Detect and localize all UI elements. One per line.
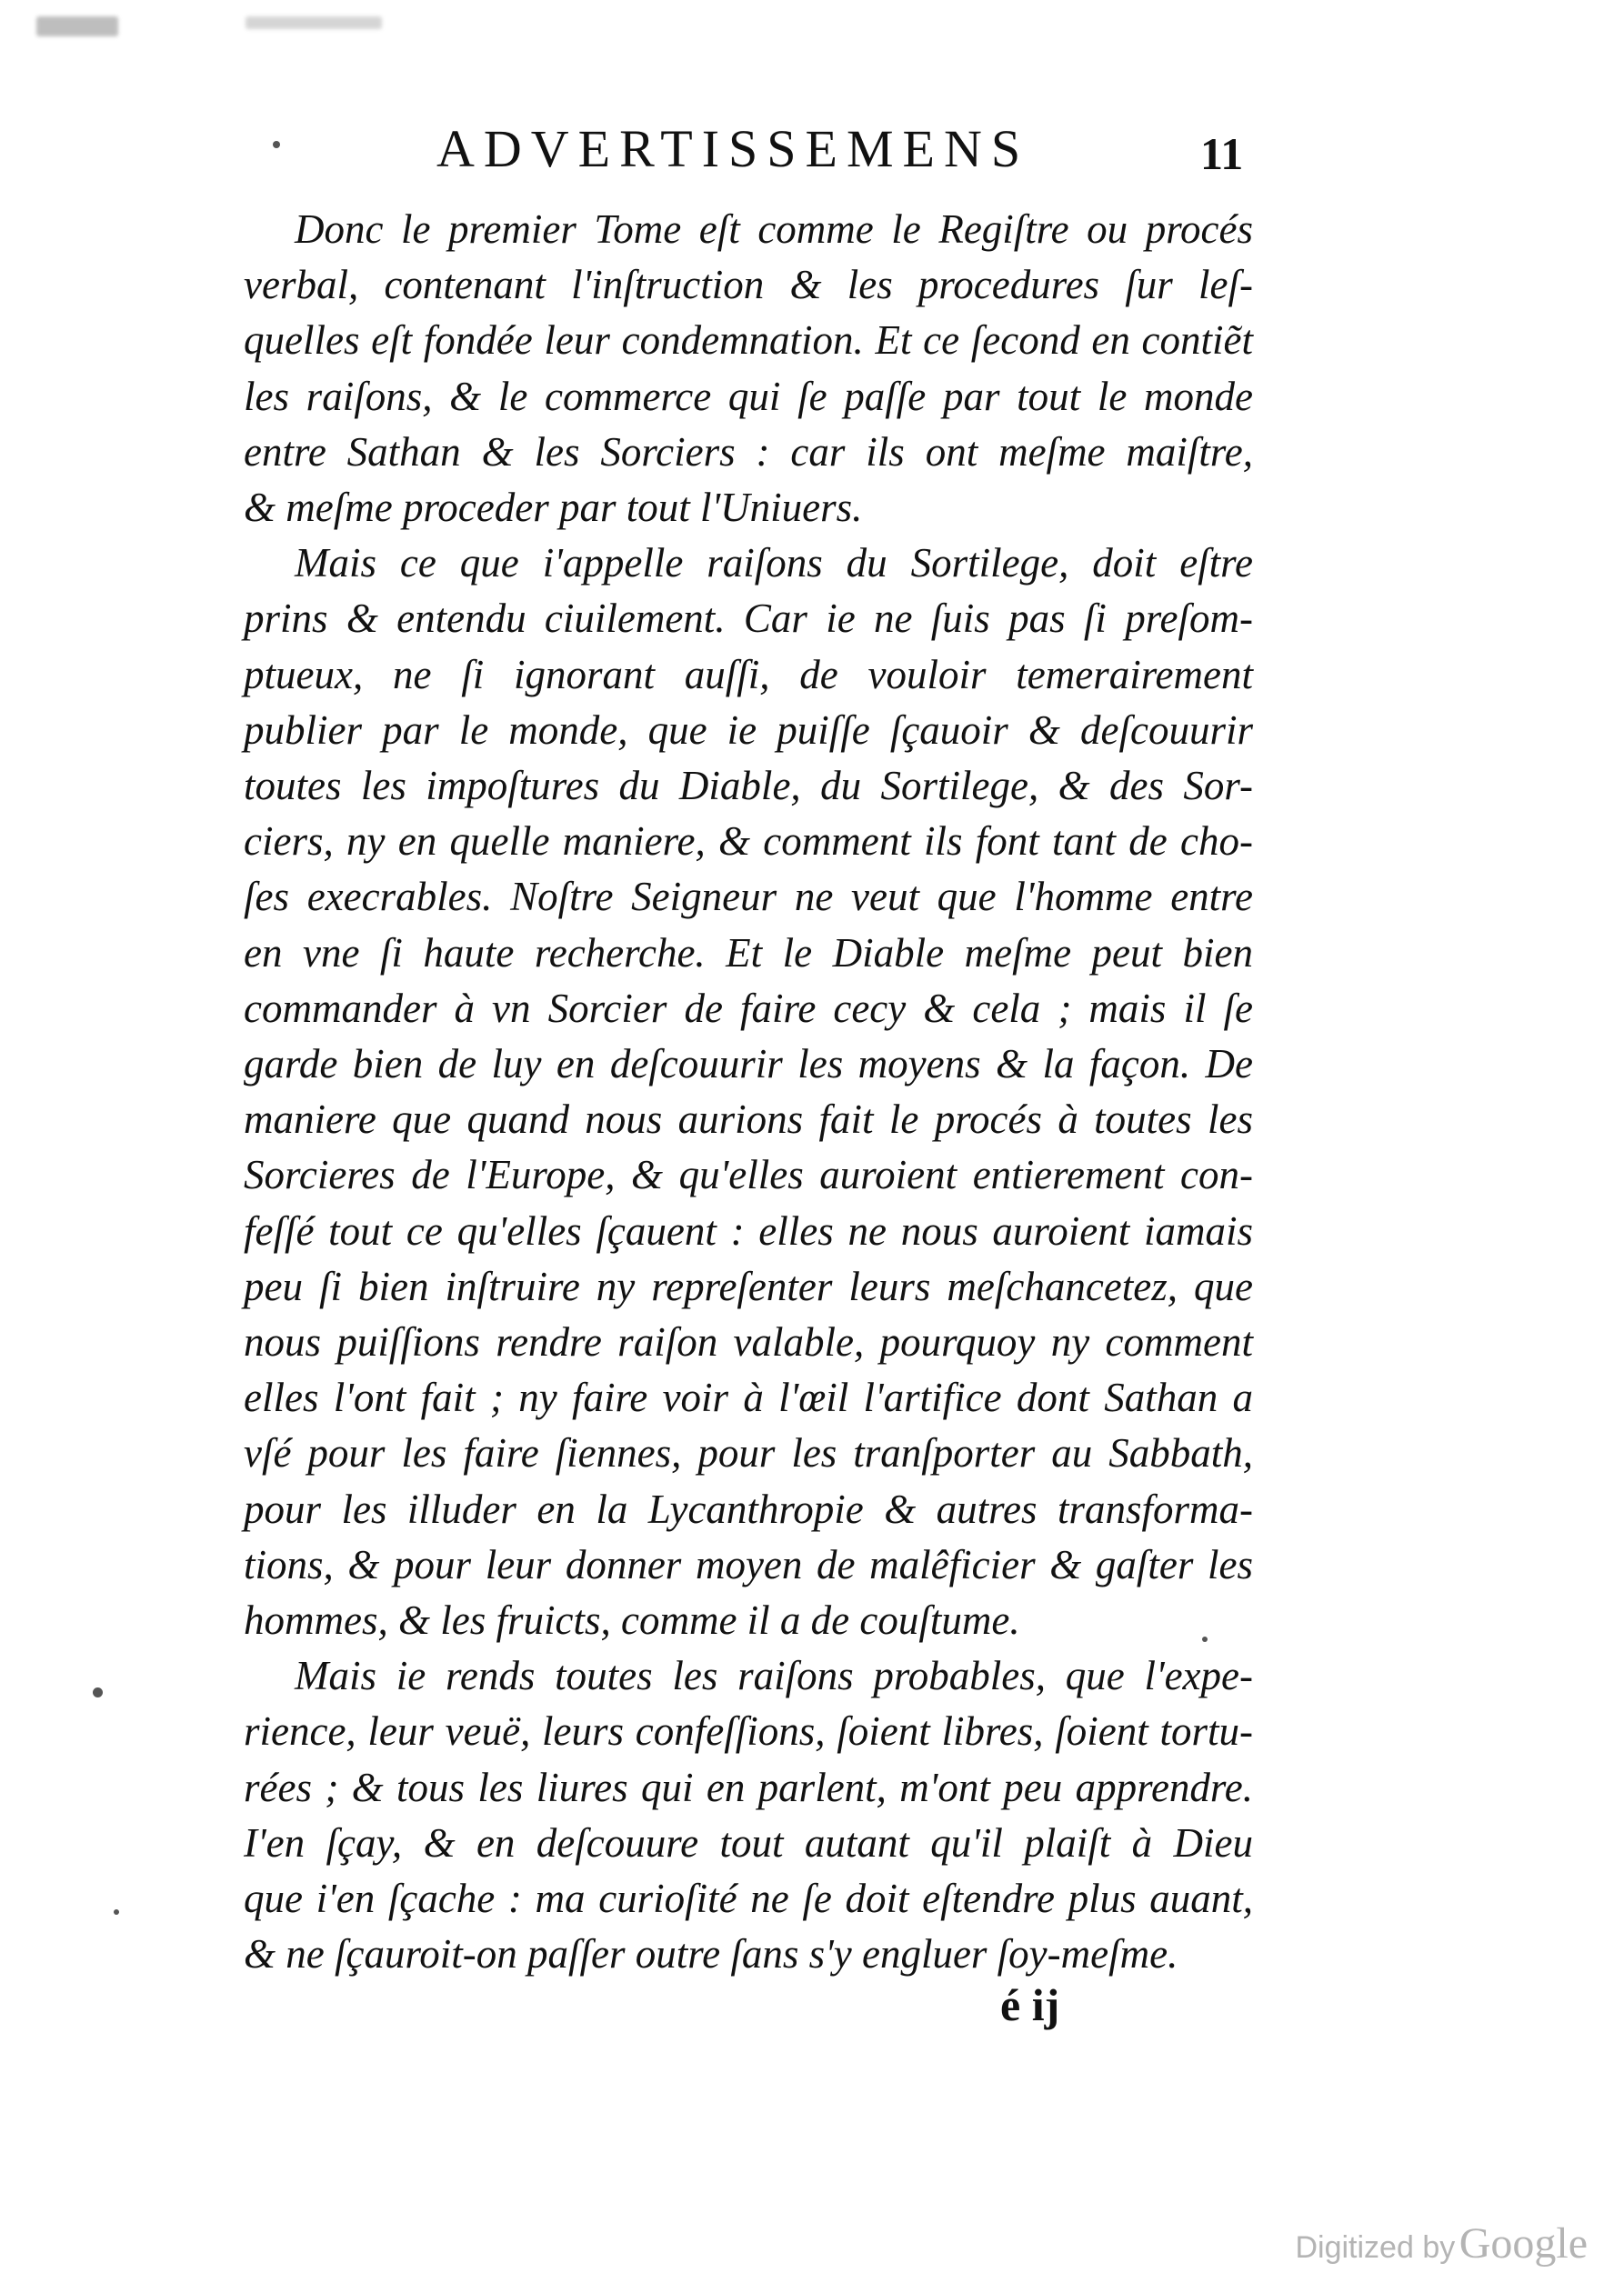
text-line: rées ; & tous les liures qui en parlent, m'ont peu apprendre.: [244, 1764, 1253, 1810]
text-line: vſé pour les faire ſiennes, pour les tranſporter au Sabbath,: [244, 1430, 1253, 1477]
text-line: en vne ſi haute recherche. Et le Diable meſme peut bien: [244, 929, 1253, 976]
text-line: commander à vn Sorcier de faire cecy & cela ; mais il ſe: [244, 985, 1253, 1031]
text-line: & meſme proceder par tout l'Uniuers.: [244, 485, 863, 531]
text-line: toutes les impoſtures du Diable, du Sortilege, & des Sor-: [244, 763, 1253, 809]
page-number: 11: [1200, 128, 1244, 179]
text-line: rience, leur veuë, leurs confeſſions, ſoient libres, ſoient tortu-: [244, 1708, 1253, 1755]
text-line: verbal, contenant l'inſtruction & les procedures ſur leſ-: [244, 262, 1253, 308]
text-line: Mais ce que i'appelle raiſons du Sortilege, doit eſtre: [295, 540, 1253, 586]
text-line: Sorcieres de l'Europe, & qu'elles auroient entierement con-: [244, 1152, 1253, 1198]
scan-speck: [114, 1909, 119, 1915]
text-line: ptueux, ne ſi ignorant auſſi, de vouloir temerairement: [244, 651, 1253, 697]
text-line: & ne ſçauroit-on paſſer outre ſans s'y engluer ſoy-meſme.: [244, 1931, 1178, 1978]
digitized-watermark: [1295, 2218, 1588, 2268]
running-title: ADVERTISSEMENS: [436, 119, 1030, 178]
text-line: les raiſons, & le commerce qui ſe paſſe par tout le monde: [244, 373, 1253, 419]
text-line: I'en ſçay, & en deſcouure tout autant qu'il plaiſt à Dieu: [244, 1819, 1253, 1866]
text-line: ciers, ny en quelle maniere, & comment ils font tant de cho-: [244, 818, 1253, 865]
body-text: [244, 202, 1253, 1983]
watermark-prefix: Digitized by: [1295, 2230, 1456, 2265]
signature-mark: é ij: [1000, 1979, 1060, 2030]
text-line: elles l'ont fait ; ny faire voir à l'œil l'artifice dont Sathan a: [244, 1375, 1253, 1421]
text-line: publier par le monde, que ie puiſſe ſçauoir & deſcouurir: [244, 706, 1253, 753]
text-line: pour les illuder en la Lycanthropie & autres transforma-: [244, 1486, 1253, 1532]
watermark-brand: Google: [1459, 2219, 1588, 2268]
text-line: hommes, & les fruicts, comme il a de couſtume.: [244, 1597, 1020, 1644]
text-line: feſſé tout ce qu'elles ſçauent : elles ne nous auroient iamais: [244, 1207, 1253, 1254]
scan-speck: [93, 1687, 103, 1697]
text-line: garde bien de luy en deſcouurir les moyens & la façon. De: [244, 1041, 1253, 1087]
scan-smudge: [36, 16, 118, 36]
text-line: peu ſi bien inſtruire ny repreſenter leurs meſchancetez, que: [244, 1263, 1253, 1309]
text-line: Donc le premier Tome eſt comme le Regiſtre ou procés: [295, 206, 1253, 252]
scan-speck: [273, 141, 280, 148]
text-line: prins & entendu ciuilement. Car ie ne ſuis pas ſi preſom-: [244, 596, 1253, 642]
text-line: tions, & pour leur donner moyen de malêficier & gaſter les: [244, 1541, 1253, 1587]
text-line: nous puiſſions rendre raiſon valable, pourquoy ny comment: [244, 1319, 1253, 1366]
text-line: quelles eſt fondée leur condemnation. Et ce ſecond en contiẽt: [244, 317, 1253, 364]
scan-smudge: [246, 16, 382, 29]
text-line: maniere que quand nous aurions fait le procés à toutes les: [244, 1096, 1253, 1143]
text-line: que i'en ſçache : ma curioſité ne ſe doit eſtendre plus auant,: [244, 1876, 1253, 1922]
text-line: ſes execrables. Noſtre Seigneur ne veut que l'homme entre: [244, 874, 1253, 920]
text-line: Mais ie rends toutes les raiſons probables, que l'expe-: [295, 1653, 1253, 1699]
text-line: entre Sathan & les Sorciers : car ils ont meſme maiſtre,: [244, 428, 1253, 475]
